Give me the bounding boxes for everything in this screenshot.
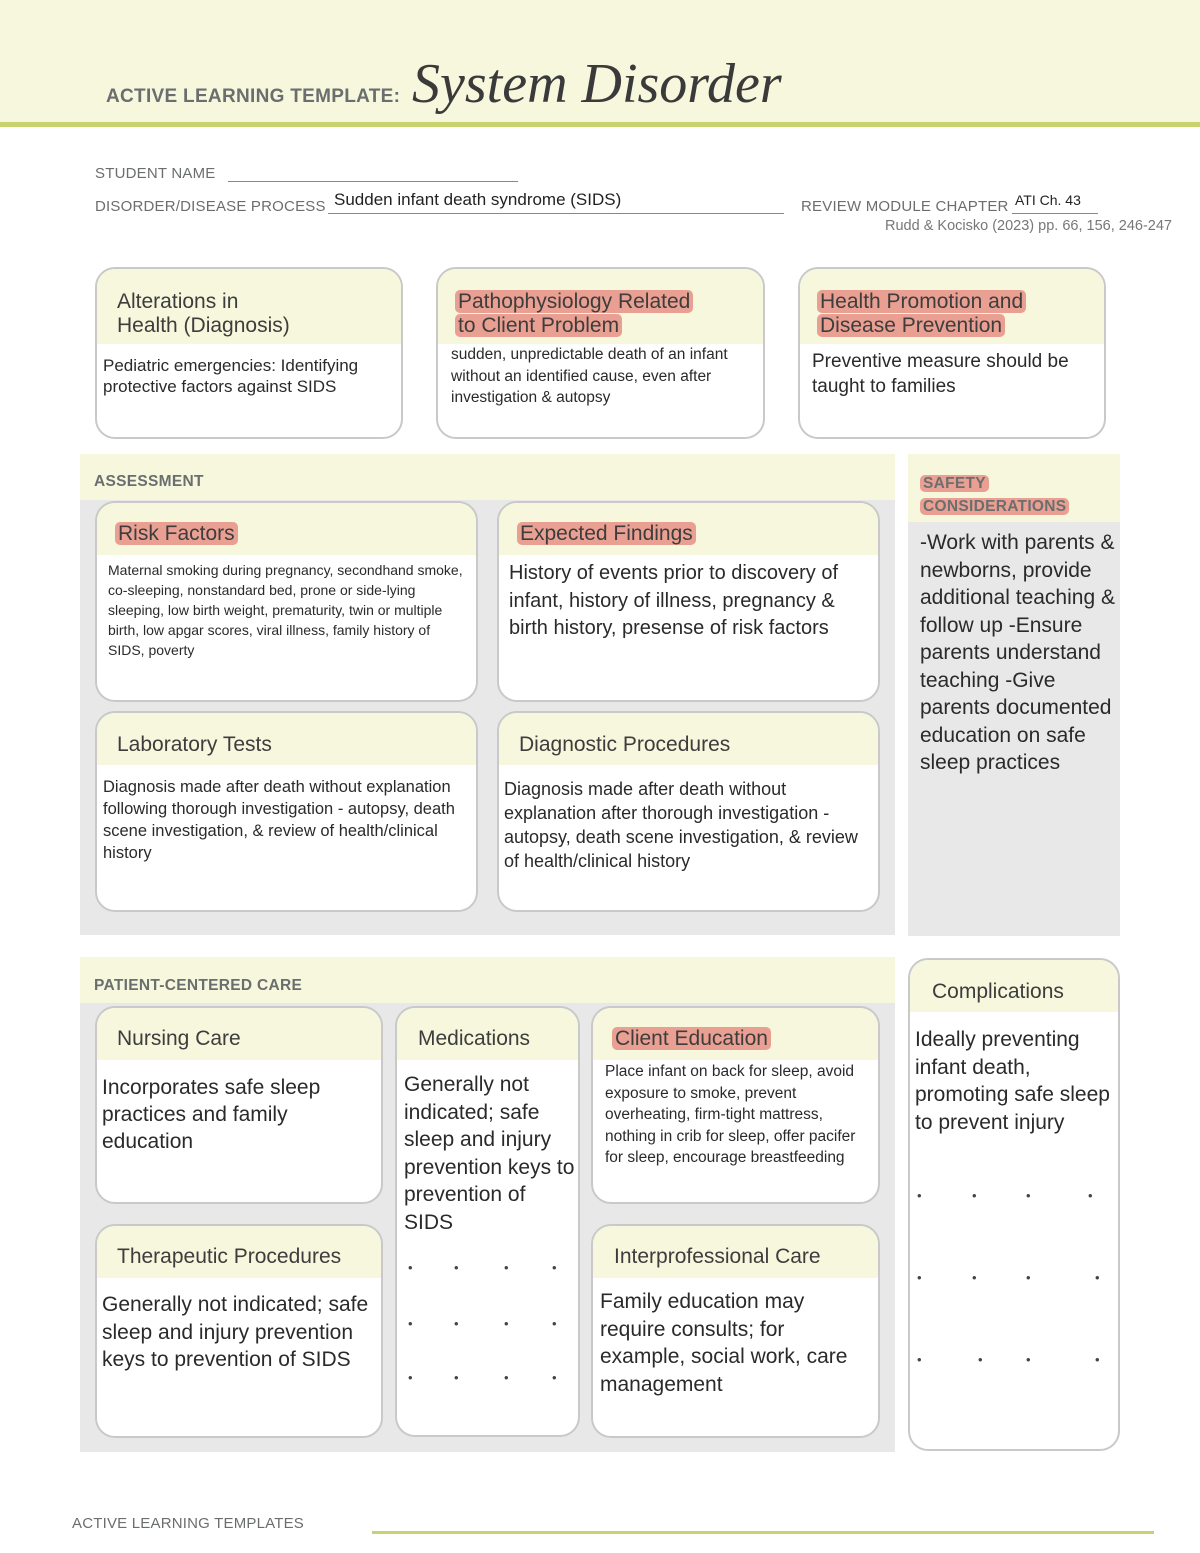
alterations-title-line2: Health (Diagnosis) (117, 314, 290, 337)
pathophysiology-title-line2: to Client Problem (455, 314, 622, 337)
medications-text[interactable]: Generally not indicated; safe sleep and injury prevention keys to prevention of SIDS (404, 1073, 575, 1234)
bullet: • (917, 1270, 922, 1285)
bullet: • (552, 1370, 557, 1385)
page-title: System Disorder (412, 53, 782, 115)
pathophysiology-title-line1: Pathophysiology Related (455, 290, 693, 313)
bullet: • (454, 1370, 459, 1385)
bullet: • (978, 1352, 983, 1367)
pathophysiology-title (455, 290, 693, 338)
review-chapter-label: REVIEW MODULE CHAPTER (801, 198, 1009, 215)
bullet: • (1026, 1188, 1031, 1203)
expected-findings-title-text: Expected Findings (517, 522, 696, 545)
bullet: • (454, 1316, 459, 1331)
therapeutic-procedures-title: Therapeutic Procedures (117, 1245, 342, 1268)
laboratory-tests-box (95, 711, 478, 912)
bullet: • (408, 1260, 413, 1275)
bullet: • (552, 1260, 557, 1275)
nursing-care-text[interactable]: Incorporates safe sleep practices and family education (102, 1076, 321, 1153)
diagnostic-procedures-title: Diagnostic Procedures (519, 733, 731, 756)
health-promotion-box (798, 267, 1106, 439)
client-education-text[interactable]: Place infant on back for sleep, avoid exposure to smoke, prevent overheating, firm-tight mattress, nothing in crib for sleep, offer pacifer for sleep, encourage breastfeeding (605, 1063, 856, 1166)
complications-text[interactable]: Ideally preventing infant death, promoting safe sleep to prevent injury (915, 1028, 1110, 1134)
disorder-label: DISORDER/DISEASE PROCESS (95, 198, 326, 215)
therapeutic-procedures-text[interactable]: Generally not indicated; safe sleep and injury prevention keys to prevention of SIDS (102, 1293, 369, 1371)
bullet: • (504, 1370, 509, 1385)
safety-label-line1: SAFETY (920, 475, 989, 492)
bullet: • (917, 1188, 922, 1203)
pathophysiology-box (436, 267, 765, 439)
bullet: • (972, 1188, 977, 1203)
risk-factors-text[interactable]: Maternal smoking during pregnancy, secondhand smoke, co-sleeping, nonstandard bed, prone or side-lying sleeping, low birth weight, prematurity, twin or multiple birth, low apgar scores, viral illness, family history of SIDS, poverty (108, 562, 463, 658)
bullet: • (1095, 1352, 1100, 1367)
risk-factors-title (115, 522, 238, 546)
patient-care-label: PATIENT-CENTERED CARE (94, 977, 303, 994)
bullet: • (1026, 1270, 1031, 1285)
safety-label-line2: CONSIDERATIONS (920, 498, 1069, 515)
expected-findings-title (517, 522, 696, 546)
student-name-label: STUDENT NAME (95, 165, 216, 182)
footer-rule (372, 1531, 1154, 1534)
disorder-underline (328, 213, 784, 214)
complications-bullets (910, 960, 1120, 1451)
client-education-box (591, 1006, 880, 1204)
nursing-care-title: Nursing Care (117, 1027, 241, 1050)
complications-title: Complications (932, 980, 1064, 1003)
bullet: • (504, 1260, 509, 1275)
laboratory-tests-title: Laboratory Tests (117, 733, 272, 756)
health-promotion-text[interactable]: Preventive measure should be taught to families (812, 351, 1069, 397)
diagnostic-procedures-box (497, 711, 880, 912)
nursing-care-box (95, 1006, 383, 1204)
pathophysiology-text[interactable]: sudden, unpredictable death of an infant without an identified cause, even after investigation & autopsy (451, 346, 728, 406)
assessment-label: ASSESSMENT (94, 473, 204, 490)
risk-factors-title-text: Risk Factors (115, 522, 238, 545)
interprofessional-care-text[interactable]: Family education may require consults; for example, social work, care management (600, 1290, 848, 1396)
medications-bullets (397, 1008, 580, 1437)
review-chapter-underline (1012, 213, 1098, 214)
alterations-text[interactable]: Pediatric emergencies: Identifying protective factors against SIDS (103, 356, 359, 396)
complications-box (908, 958, 1120, 1451)
review-chapter-field[interactable]: ATI Ch. 43 (1015, 192, 1081, 208)
bullet: • (917, 1352, 922, 1367)
client-education-title (612, 1027, 771, 1051)
health-promotion-title (817, 290, 1026, 338)
expected-findings-box (497, 501, 880, 702)
medications-box (395, 1006, 580, 1437)
bullet: • (408, 1370, 413, 1385)
expected-findings-text[interactable]: History of events prior to discovery of infant, history of illness, pregnancy & birth history, presense of risk factors (509, 562, 839, 639)
disorder-field[interactable]: Sudden infant death syndrome (SIDS) (334, 190, 622, 209)
bullet: • (408, 1316, 413, 1331)
footer-text: ACTIVE LEARNING TEMPLATES (72, 1515, 304, 1532)
diagnostic-procedures-text[interactable]: Diagnosis made after death without explanation after thorough investigation - autopsy, death scene investigation, & review of health/clinical history (504, 779, 858, 871)
bullet: • (1088, 1188, 1093, 1203)
student-name-underline (228, 181, 518, 182)
therapeutic-procedures-box (95, 1224, 383, 1438)
bullet: • (454, 1260, 459, 1275)
bullet: • (552, 1316, 557, 1331)
reference-text: Rudd & Kocisko (2023) pp. 66, 156, 246-247 (885, 218, 1172, 234)
safety-label (920, 472, 1069, 518)
alterations-box (95, 267, 403, 439)
risk-factors-box (95, 501, 478, 702)
bullet: • (1026, 1352, 1031, 1367)
health-promotion-title-line1: Health Promotion and (817, 290, 1026, 313)
bullet: • (972, 1270, 977, 1285)
bullet: • (1095, 1270, 1100, 1285)
health-promotion-title-line2: Disease Prevention (817, 314, 1005, 337)
interprofessional-care-box (591, 1224, 880, 1438)
bullet: • (504, 1316, 509, 1331)
client-education-title-text: Client Education (612, 1027, 771, 1050)
template-prefix: ACTIVE LEARNING TEMPLATE: (106, 86, 401, 107)
alterations-title (117, 290, 290, 338)
interprofessional-care-title: Interprofessional Care (614, 1245, 821, 1268)
laboratory-tests-text[interactable]: Diagnosis made after death without explanation following thorough investigation - autopsy, death scene investigation, & review of health/clinical history (103, 778, 455, 862)
medications-title: Medications (418, 1027, 531, 1050)
alterations-title-line1: Alterations in (117, 290, 239, 313)
header-rule (0, 122, 1200, 127)
safety-text[interactable]: -Work with parents & newborns, provide additional teaching & follow up -Ensure parents understand teaching -Give parents documented education on safe sleep practices (920, 531, 1115, 774)
